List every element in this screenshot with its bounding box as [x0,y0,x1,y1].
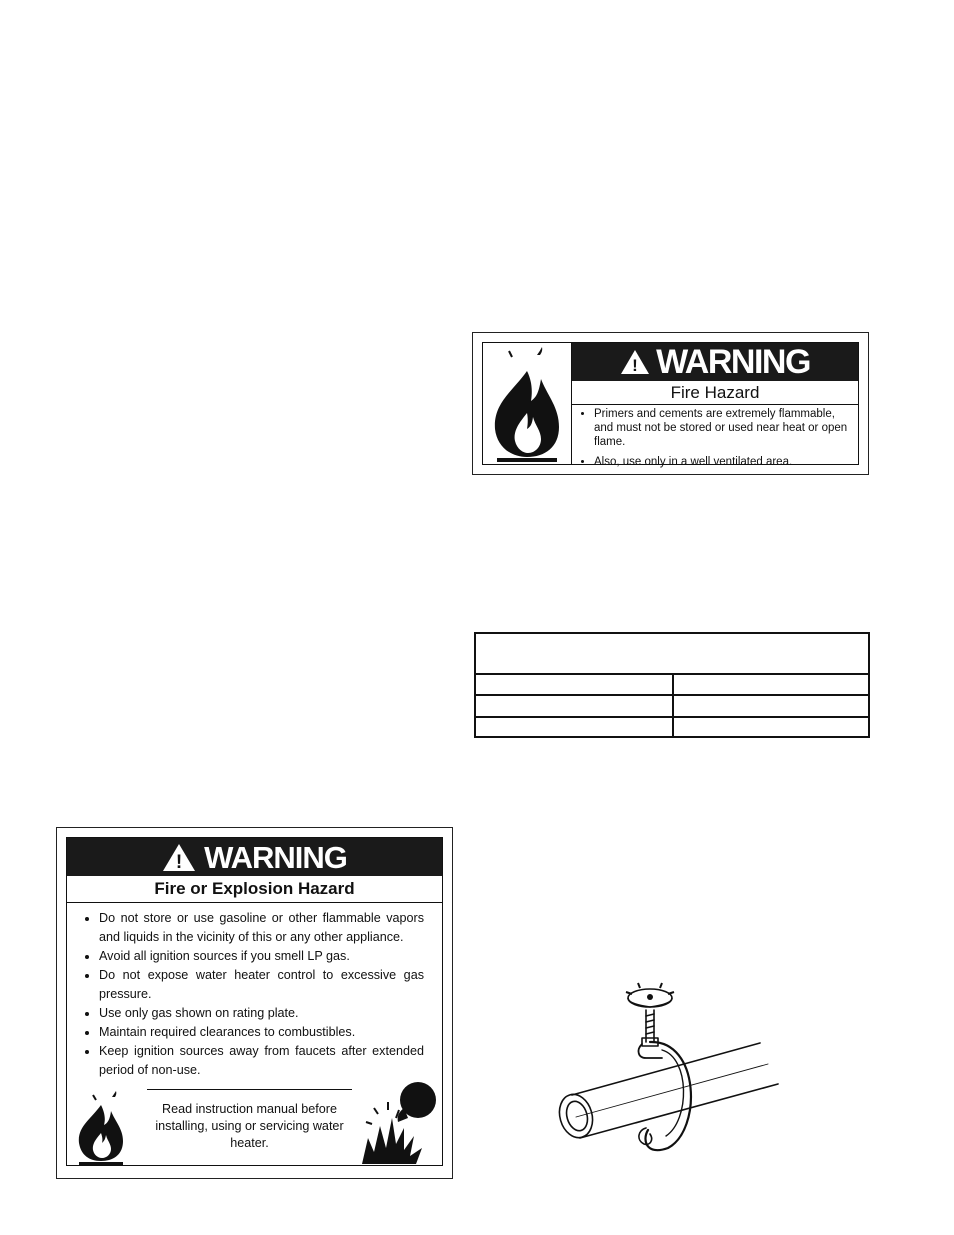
alert-triangle-icon [620,349,650,375]
flame-pictogram [483,343,572,464]
saddle-valve-pipe-illustration [550,980,790,1165]
flame-icon [71,1091,131,1167]
blank-table [474,632,870,738]
list-item: • Do not store or use gasoline or other flammable vapors and liquids in the vicinity of this or any other appliance. [99,909,424,947]
list-item: • Avoid all ignition sources if you smell LP gas. [99,947,424,966]
warning-title: WARNING [656,343,810,381]
warning-list [67,909,442,1080]
warning-title: WARNING [204,839,347,875]
svg-text:!: ! [632,356,638,375]
warning-list [572,407,858,475]
fire-explosion-warning-label [56,827,453,1179]
hazard-subtitle: Fire Hazard [572,381,858,405]
instruction-note: Read instruction manual before installing, using or servicing water heater. [155,1102,344,1150]
alert-triangle-icon [162,843,196,872]
table-column-divider [672,674,674,736]
warning-header [67,838,442,876]
list-item: • Use only gas shown on rating plate. [99,1004,424,1023]
warning-header [572,343,858,381]
divider [147,1089,352,1090]
svg-text:!: ! [175,851,183,872]
list-item: • Do not expose water heater control to excessive gas pressure. [99,966,424,1004]
explosion-person-icon [360,1078,438,1168]
list-item: • Keep ignition sources away from faucets after extended period of non-use. [99,1042,424,1080]
fire-hazard-warning-label [472,332,869,475]
flame-icon [483,343,571,466]
hazard-subtitle: Fire or Explosion Hazard [67,876,442,903]
list-item: • Maintain required clearances to combustibles. [99,1023,424,1042]
list-item: • Also, use only in a well ventilated area. [594,455,850,469]
list-item: • Primers and cements are extremely flammable, and must not be stored or used near heat or open flame. [594,407,850,449]
